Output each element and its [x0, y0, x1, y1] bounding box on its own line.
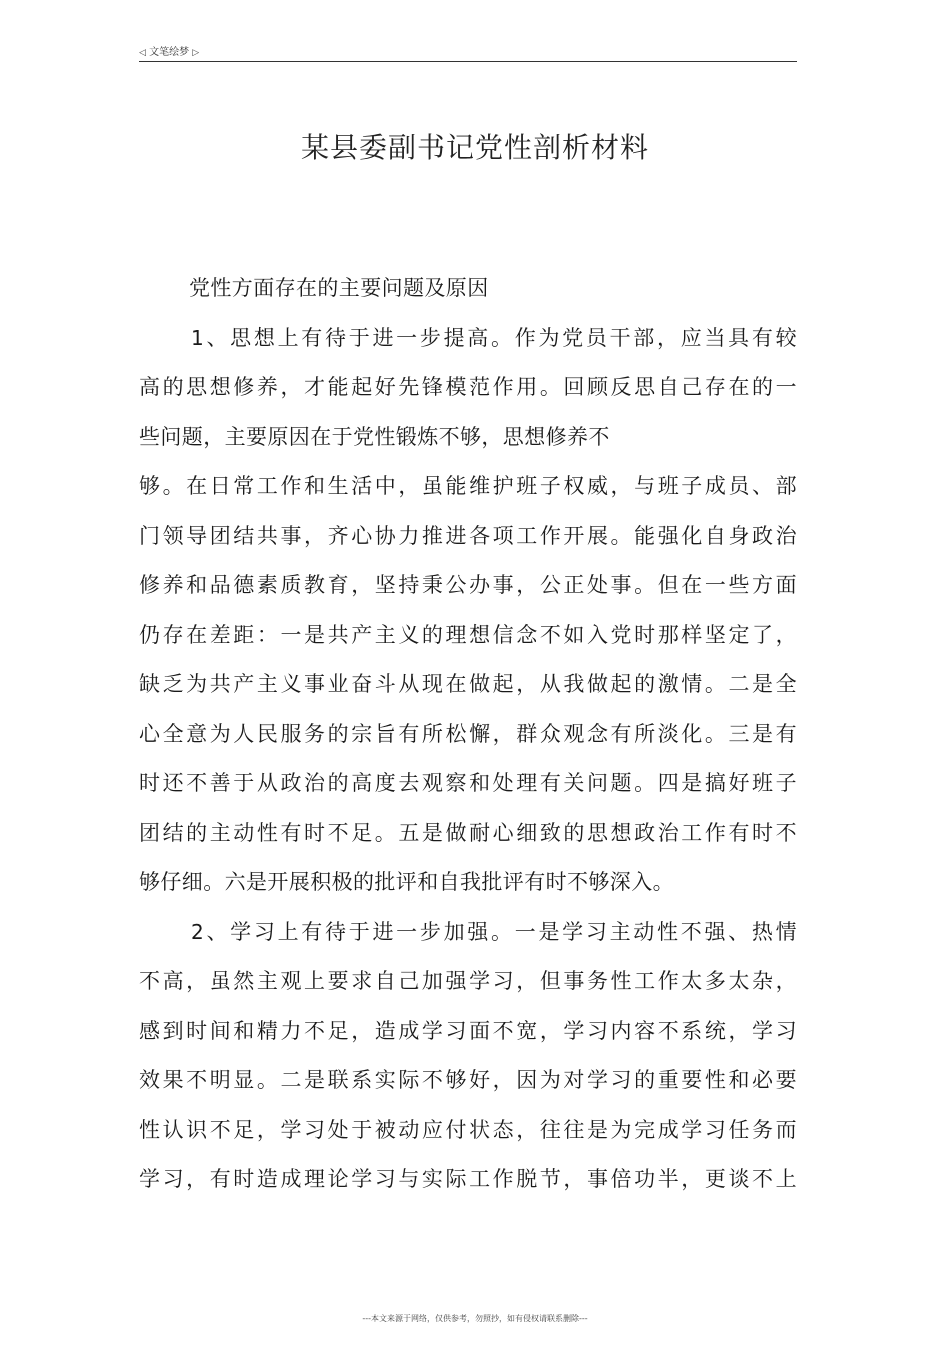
paragraph-1-line-4: 够。在日常工作和生活中，虽能维护班子权威，与班子成员、部 [139, 474, 797, 498]
paragraph-1-line-8: 缺乏为共产主义事业奋斗从现在做起，从我做起的激情。二是全 [139, 672, 797, 696]
page-header [139, 40, 797, 62]
document-title: 某县委副书记党性剖析材料 [300, 131, 649, 164]
paragraph-2-line-5: 性认识不足，学习处于被动应付状态，往往是为完成学习任务而 [139, 1117, 797, 1142]
document-body [139, 264, 797, 1205]
paragraph-2-line-6: 学习，有时造成理论学习与实际工作脱节，事倍功半，更谈不上 [139, 1167, 797, 1191]
paragraph-1-line-2: 高的思想修养，才能起好先锋模范作用。回顾反思自己存在的一 [139, 375, 797, 399]
paragraph-2-line-4: 效果不明显。二是联系实际不够好，因为对学习的重要性和必要 [139, 1068, 797, 1092]
paragraph-1-line-6: 修养和品德素质教育，坚持秉公办事，公正处事。但在一些方面 [139, 573, 797, 597]
paragraph-2-number: 2 [191, 919, 205, 944]
paragraph-1-line-9: 心全意为人民服务的宗旨有所松懈，群众观念有所淡化。三是有 [139, 721, 797, 746]
paragraph-2-line-2: 不高，虽然主观上要求自己加强学习，但事务性工作太多太杂， [139, 969, 797, 993]
header-divider [139, 61, 797, 62]
paragraph-1-line-1: 1、思想上有待于进一步提高。作为党员干部，应当具有较 [191, 325, 797, 350]
paragraph-2-line-3: 感到时间和精力不足，造成学习面不宽，学习内容不系统，学习 [139, 1018, 797, 1043]
triangle-left-icon: ◁ [139, 48, 146, 58]
paragraph-1-line-10: 时还不善于从政治的高度去观察和处理有关问题。四是搞好班子 [139, 771, 797, 795]
page-footer: ---本文来源于网络，仅供参考，勿照抄，如有侵权请联系删除--- [362, 1314, 588, 1323]
paragraph-1-line-11: 团结的主动性有时不足。五是做耐心细致的思想政治工作有时不 [139, 820, 797, 845]
triangle-right-icon: ▷ [192, 48, 200, 58]
paragraph-2-line-1: 2、学习上有待于进一步加强。一是学习主动性不强、热情 [191, 919, 797, 944]
paragraph-1-number: 1 [191, 325, 205, 350]
section-heading: 党性方面存在的主要问题及原因 [189, 276, 489, 300]
paragraph-1-line-7: 仍存在差距：一是共产主义的理想信念不如入党时那样坚定了， [139, 622, 797, 647]
paragraph-1-line-3: 些问题，主要原因在于党性锻炼不够，思想修养不 [139, 424, 610, 449]
header-mark [139, 43, 199, 58]
header-text: 文笔绘梦 [149, 47, 190, 58]
paragraph-1-line-12: 够仔细。六是开展积极的批评和自我批评有时不够深入。 [139, 870, 674, 894]
paragraph-1-line-5: 门领导团结共事，齐心协力推进各项工作开展。能强化自身政治 [139, 523, 797, 548]
